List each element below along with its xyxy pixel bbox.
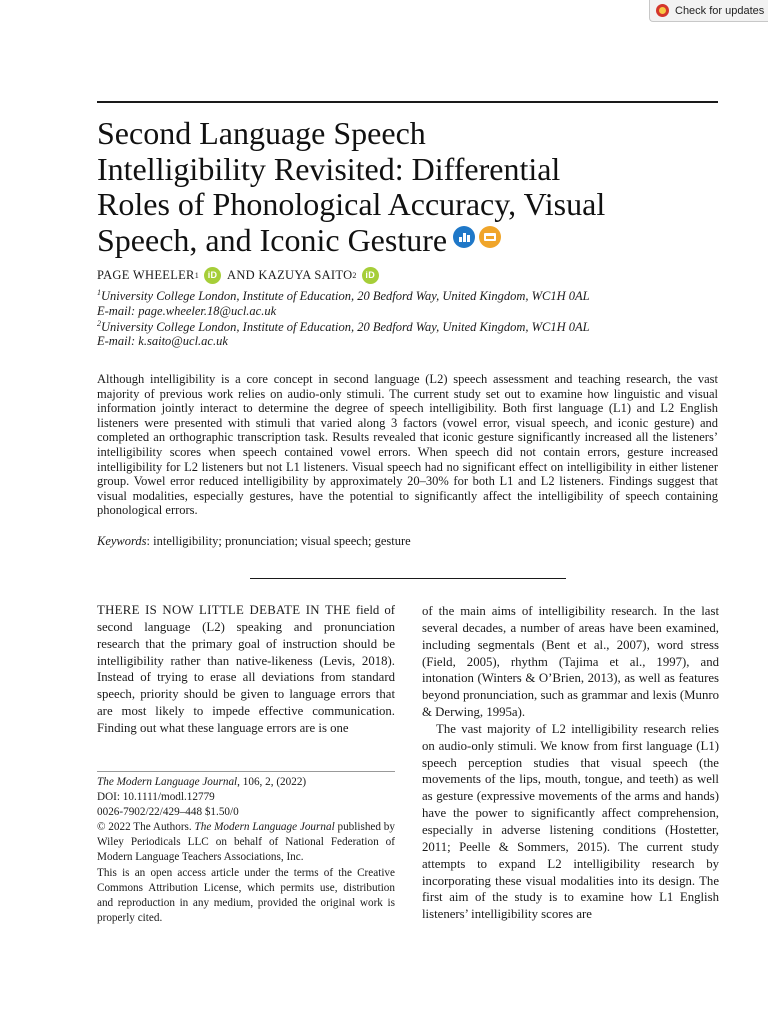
affiliation-1-mark: 1 [97,288,101,297]
body-right-paragraph-2: The vast majority of L2 intelligibility research relies on audio-only stimuli. We know from first language (L1) speech perception studies that visual speech (the movements of the lips, mouth, tongue, and teeth) as well as gesture (expressive movements of the arms and hands) have the power to significantly affect comprehension, especially in adverse listening conditions (Hostetter, 2011; Peelle & Sommers, 2015). The current study attempts to expand L2 intelligibility research by incorporating these visual modalities into its design. The first aim of the study is to examine how L1 English listeners’ intelligibility scores are [422,721,719,922]
title-line-1: Second Language Speech [97,115,426,151]
article-title [97,116,727,258]
footer-copyright [97,820,395,865]
author-1-affiliation-mark: 1 [194,271,200,280]
title-line-4-row [97,223,727,259]
section-divider [250,578,566,579]
affiliation-2-email[interactable]: E-mail: k.saito@ucl.ac.uk [97,334,228,348]
author-line [97,267,385,284]
crossmark-icon [656,4,669,17]
keywords-label: Keywords [97,534,147,548]
orcid-icon[interactable]: iD [204,267,221,284]
affiliation-1-email[interactable]: E-mail: page.wheeler.18@ucl.ac.uk [97,304,277,318]
title-line-3: Roles of Phonological Accuracy, Visual [97,186,606,222]
footer-license: This is an open access article under the terms of the Creative Commons Attribution License, which permits use, distribution and reproduction in any medium, provided the original work is properly cited. [97,866,395,924]
check-for-updates-label: Check for updates [675,4,765,17]
orcid-icon[interactable]: iD [362,267,379,284]
affiliation-2-mark: 2 [97,319,101,328]
affiliation-2 [97,319,590,335]
footer-rule [97,771,395,772]
footer-copyright-post: published by Wiley Periodicals LLC on behalf of National Federation of Modern Language Teachers Associations, Inc. [97,821,395,864]
affiliation-2-text: University College London, Institute of Education, 20 Bedford Way, United Kingdom, WC1H 0AL [101,320,590,335]
keywords [97,534,411,549]
body-left-column [97,602,395,737]
keywords-text: : intelligibility; pronunciation; visual speech; gesture [146,534,411,548]
body-right-paragraph-1: of the main aims of intelligibility research. In the last several decades, a number of areas have been examined, including segmentals (Bent et al., 2007), word stress (Field, 2005), rhythm (Tajima et al., 1997), and intonation (Winters & O’Brien, 2013), as well as features beyond pronunciation, such as grammar and lexis (Munro & Derwing, 1995a). [422,604,719,720]
author-2-affiliation-mark: 2 [352,271,357,280]
author-name-2: AND KAZUYA SAITO [227,268,353,282]
body-right-column [422,603,719,923]
check-for-updates-button[interactable] [649,0,768,22]
title-line-2: Intelligibility Revisited: Differential [97,150,561,187]
footer-doi[interactable]: DOI: 10.1111/modl.12779 [97,791,215,804]
body-lead-in: THERE IS NOW LITTLE DEBATE IN THE [97,603,351,617]
affiliation-1 [97,288,590,304]
publication-footer [97,775,395,926]
affiliation-1-text: University College London, Institute of Education, 20 Bedford Way, United Kingdom, WC1H 0AL [101,289,590,304]
footer-journal-issue: , 106, 2, (2022) [237,776,307,788]
open-materials-badge-icon[interactable] [479,226,501,248]
footer-journal-line [97,775,395,790]
title-line-4: Speech, and Iconic Gesture [97,221,448,258]
open-data-badge-icon[interactable] [453,226,475,248]
body-left-text: field of second language (L2) speaking and pronunciation research that the primary goal of instruction should be intelligibility rather than native-likeness (Levis, 2018). Instead of trying to erase all deviations from standard speech, priority should be given to language errors that are most likely to impede effective communication. Finding out what these language errors are is one [97,603,396,735]
footer-issn: 0026-7902/22/429–448 $1.50/0 [97,806,239,819]
footer-copyright-journal: The Modern Language Journal [194,821,335,834]
footer-copyright-pre: © 2022 The Authors. [97,821,195,834]
footer-journal-name: The Modern Language Journal [97,776,238,788]
top-rule [97,101,718,103]
author-name-1: PAGE WHEELER [97,268,195,282]
abstract: Although intelligibility is a core concept in second language (L2) speech assessment and teaching research, the vast majority of previous work relies on audio-only stimuli. The current study set out to examine how linguistic and visual information jointly interact to determine the degree of speech intelligibility. Both first language (L1) and L2 English listeners were presented with stimuli that varied along 3 factors (vowel error, visual speech, and iconic gesture) and completed an orthographic transcription task. Results revealed that iconic gesture significantly increased all the listeners’ intelligibility scores when speech contained vowel errors. When speech did not contain errors, gesture increased intelligibility for L2 listeners but not L1 listeners. Visual speech had no significant effect on intelligibility in either listener group. Vowel error reduced intelligibility by approximately 20–30% for both L1 and L2 listeners. Findings suggest that visual modalities, especially gestures, have the potential to significantly affect the intelligibility of speech containing phonological errors. [97,372,718,518]
